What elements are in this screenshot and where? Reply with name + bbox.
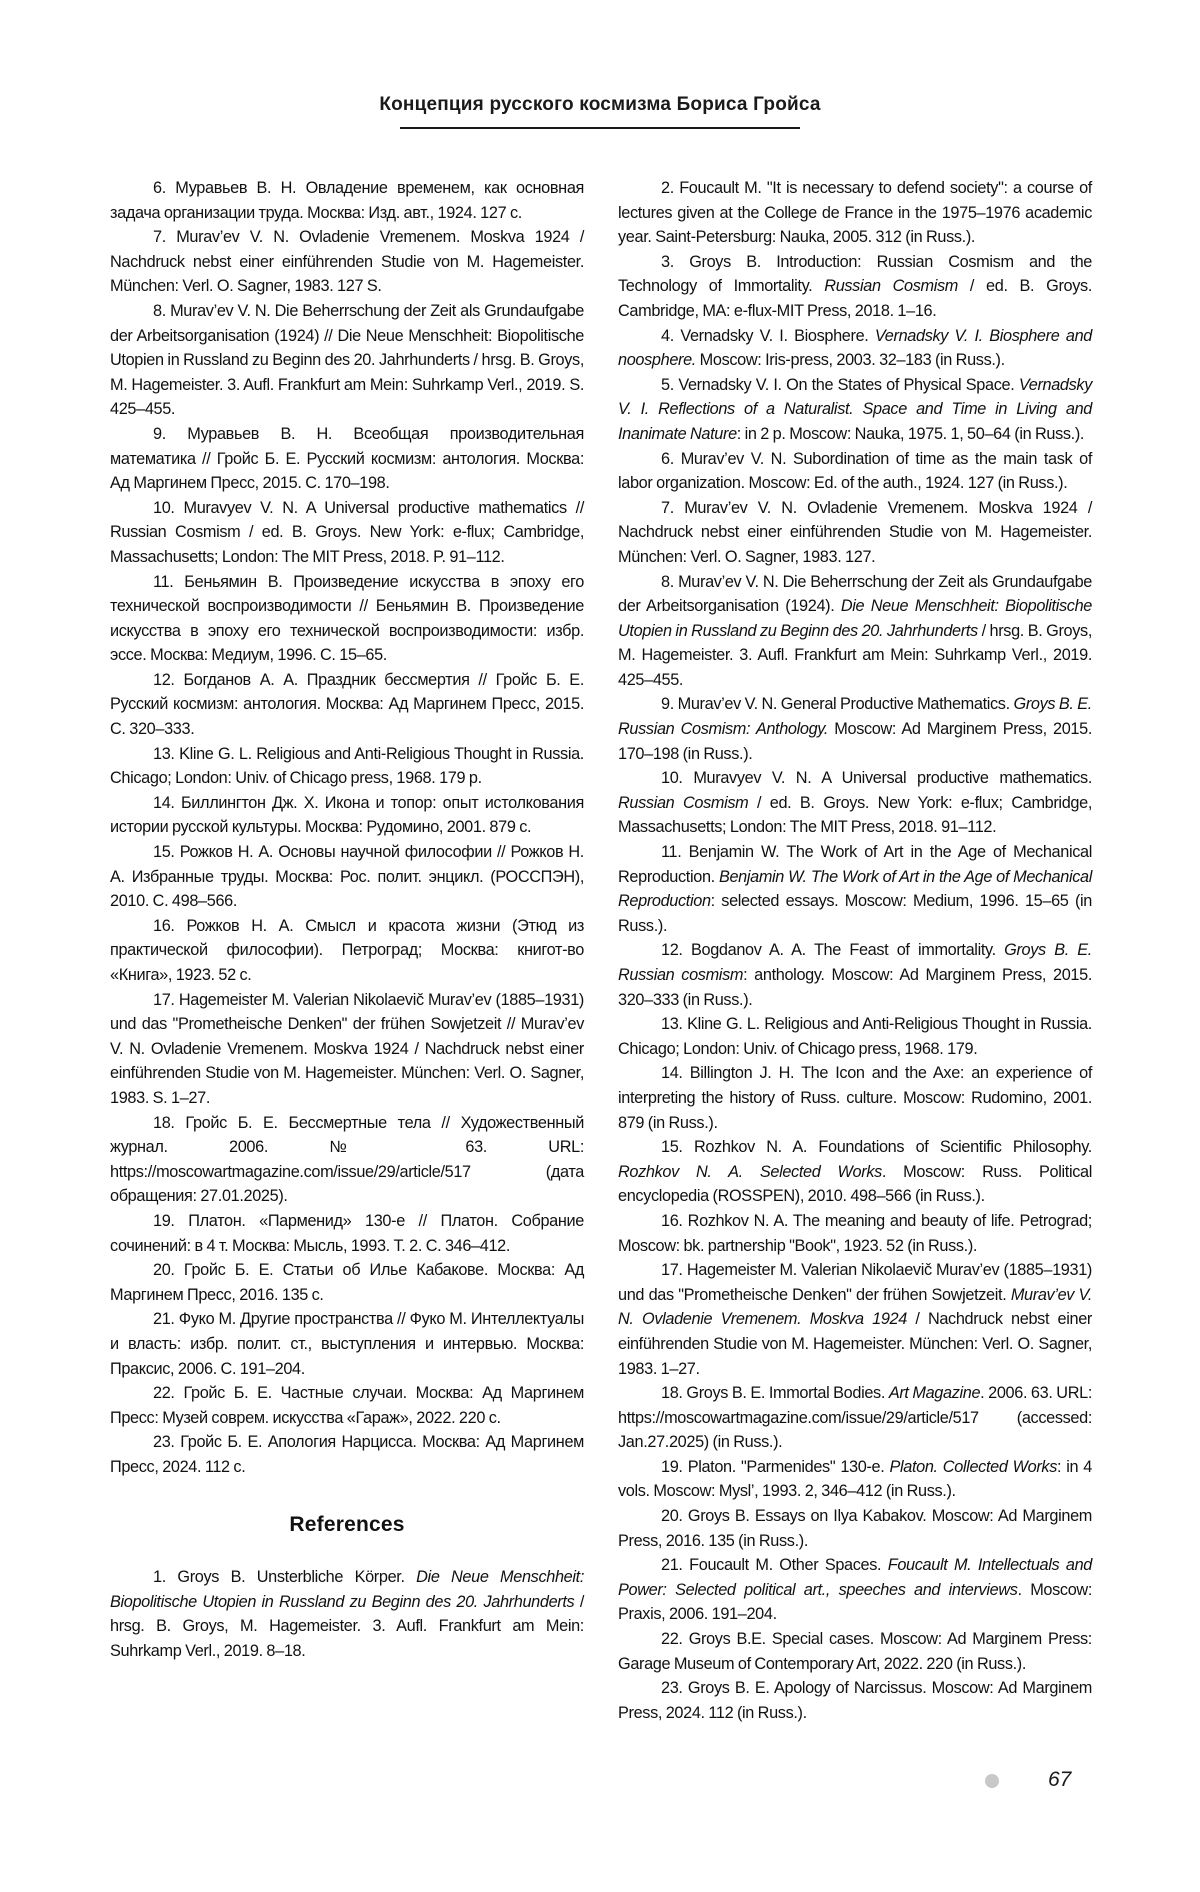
running-header-title: Концепция русского космизма Бориса Гройса: [379, 94, 821, 115]
reference-item: 14. Billington J. H. The Icon and the Axe: an experience of interpreting the history of Russ. culture. Moscow: Rudomino, 2001. 879 (in Russ.).: [618, 1064, 1092, 1132]
reference-item: 12. Bogdanov A. A. The Feast of immortality. Groys B. E. Russian cosmism: anthology. Moscow: Ad Marginem Press, 2015. 320–333 (in Russ.).: [618, 941, 1092, 1009]
reference-item: 9. Муравьев В. Н. Всеобщая производительная математика // Гройс Б. Е. Русский космизм: антология. Москва: Ад Маргинем Пресс, 2015. С. 170–198.: [110, 424, 584, 493]
reference-item: 21. Фуко М. Другие пространства // Фуко М. Интеллектуалы и власть: избр. полит. ст., выступления и интервью. Москва: Праксис, 2006. С. 191–204.: [110, 1310, 584, 1378]
reference-item: 10. Muravyev V. N. A Universal productive mathematics. Russian Cosmism / ed. B. Groys. New York: e-flux; Cambridge, Massachusetts; London: The MIT Press, 2018. 91–112.: [618, 769, 1092, 837]
reference-item: 14. Биллингтон Дж. Х. Икона и топор: опыт истолкования истории русской культуры. Москва: Рудомино, 2001. 879 с.: [110, 793, 584, 837]
reference-item: 2. Foucault M. "It is necessary to defend society": a course of lectures given at the College de France in the 1975–1976 academic year. Saint-Petersburg: Nauka, 2005. 312 (in Russ.).: [618, 179, 1092, 247]
reference-item: 23. Groys B. E. Apology of Narcissus. Moscow: Ad Marginem Press, 2024. 112 (in Russ.).: [618, 1679, 1092, 1722]
reference-item: 12. Богданов А. А. Праздник бессмертия // Гройс Б. Е. Русский космизм: антология. Москва: Ад Маргинем Пресс, 2015. С. 320–333.: [110, 670, 584, 739]
reference-item: 18. Гройс Б. Е. Бессмертные тела // Художественный журнал. 2006. № 63. URL: https://moscowartmagazine.com/issue/29/article/517 (дата обращения: 27.01.2025).: [110, 1113, 584, 1206]
reference-item: 17. Hagemeister M. Valerian Nikolaevič Murav’ev (1885–1931) und das "Prometheische Denken" der frühen Sowjetzeit. Murav’ev V. N. Ovladenie Vremenem. Moskva 1924 / Nachdruck nebst einer einführenden Studie von M. Hagemeister. München: Verl. O. Sagner, 1983. 1–27.: [618, 1261, 1093, 1378]
reference-item: 8. Murav’ev V. N. Die Beherrschung der Zeit als Grundaufgabe der Arbeitsorganisation (1924) // Die Neue Menschheit: Biopolitische Utopien in Russland zu Beginn des 20. Jahrhunderts / hrsg. B. Groys, M. Hagemeister. 3. Aufl. Frankfurt am Mein: Suhrkamp Verl., 2019. S. 425–455.: [110, 301, 584, 419]
reference-item: 19. Платон. «Парменид» 130-е // Платон. Собрание сочинений: в 4 т. Москва: Мысль, 1993. Т. 2. С. 346–412.: [110, 1211, 584, 1255]
reference-item: 17. Hagemeister M. Valerian Nikolaevič Murav’ev (1885–1931) und das "Prometheische Denken" der frühen Sowjetzeit // Murav’ev V. N. Ovladenie Vremenem. Moskva 1924 / Nachdruck nebst einer einführenden Studie von M. Hagemeister. München: Verl. O. Sagner, 1983. S. 1–27.: [110, 990, 584, 1107]
reference-item: 13. Kline G. L. Religious and Anti-Religious Thought in Russia. Chicago; London: Univ. of Chicago press, 1968. 179.: [618, 1015, 1092, 1058]
right-column: [618, 176, 1092, 1725]
reference-item: 16. Рожков Н. А. Смысл и красота жизни (Этюд из практической философии). Петроград; Москва: книгот-во «Книга», 1923. 52 с.: [110, 916, 584, 984]
reference-item: 13. Kline G. L. Religious and Anti-Religious Thought in Russia. Chicago; London: Univ. of Chicago press, 1968. 179 p.: [110, 744, 584, 788]
reference-item: 20. Groys B. Essays on Ilya Kabakov. Moscow: Ad Marginem Press, 2016. 135 (in Russ.).: [618, 1507, 1092, 1550]
reference-item: 20. Гройс Б. Е. Статьи об Илье Кабакове. Москва: Ад Маргинем Пресс, 2016. 135 с.: [110, 1261, 584, 1304]
reference-item: 1. Groys B. Unsterbliche Körper. Die Neue Menschheit: Biopolitische Utopien in Russland zu Beginn des 20. Jahrhunderts / hrsg. B. Groys, M. Hagemeister. 3. Aufl. Frankfurt am Mein: Suhrkamp Verl., 2019. 8–18.: [110, 1568, 584, 1660]
reference-item: 22. Гройс Б. Е. Частные случаи. Москва: Ад Маргинем Пресс: Музей соврем. искусства «Гараж», 2022. 220 с.: [110, 1384, 584, 1427]
reference-item: 5. Vernadsky V. I. On the States of Physical Space. Vernadsky V. I. Reflections of a Naturalist. Space and Time in Living and Inanimate Nature: in 2 p. Moscow: Nauka, 1975. 1, 50–64 (in Russ.).: [618, 375, 1092, 443]
reference-item: 18. Groys B. E. Immortal Bodies. Art Magazine. 2006. 63. URL: https://moscowartmagazine.com/issue/29/article/517 (accessed: Jan.27.2025) (in Russ.).: [618, 1384, 1093, 1452]
reference-item: 11. Benjamin W. The Work of Art in the Age of Mechanical Reproduction. Benjamin W. The Work of Art in the Age of Mechanical Reproduction: selected essays. Moscow: Medium, 1996. 15–65 (in Russ.).: [618, 843, 1092, 935]
header-rule: [400, 127, 800, 129]
reference-item: 9. Murav’ev V. N. General Productive Mathematics. Groys B. E. Russian Cosmism: Anthology. Moscow: Ad Marginem Press, 2015. 170–198 (in Russ.).: [618, 695, 1092, 763]
reference-item: 21. Foucault M. Other Spaces. Foucault M. Intellectuals and Power: Selected political art., speeches and interviews. Moscow: Praxis, 2006. 191–204.: [618, 1556, 1092, 1624]
reference-item: 7. Murav’ev V. N. Ovladenie Vremenem. Moskva 1924 / Nachdruck nebst einer einführenden Studie von M. Hagemeister. München: Verl. O. Sagner, 1983. 127.: [618, 498, 1092, 566]
reference-item: 10. Muravyev V. N. A Universal productive mathematics // Russian Cosmism / ed. B. Groys. New York: e-flux; Cambridge, Massachusetts; London: The MIT Press, 2018. P. 91–112.: [110, 498, 584, 566]
reference-item: 8. Murav’ev V. N. Die Beherrschung der Zeit als Grundaufgabe der Arbeitsorganisation (1924). Die Neue Menschheit: Biopolitische Utopien in Russland zu Beginn des 20. Jahrhunderts / hrsg. B. Groys, M. Hagemeister. 3. Aufl. Frankfurt am Mein: Suhrkamp Verl., 2019. 425–455.: [618, 572, 1093, 689]
reference-item: 6. Murav’ev V. N. Subordination of time as the main task of labor organization. Moscow: Ed. of the auth., 1924. 127 (in Russ.).: [618, 449, 1092, 493]
left-column: [110, 176, 584, 1663]
reference-item: 3. Groys B. Introduction: Russian Cosmism and the Technology of Immortality. Russian Cosmism / ed. B. Groys. Cambridge, MA: e-flux-MIT Press, 2018. 1–16.: [618, 252, 1093, 320]
reference-item: 6. Муравьев В. Н. Овладение временем, как основная задача организации труда. Москва: Изд. авт., 1924. 127 с.: [110, 179, 584, 222]
reference-item: 4. Vernadsky V. I. Biosphere. Vernadsky V. I. Biosphere and noosphere. Moscow: Iris-press, 2003. 32–183 (in Russ.).: [618, 326, 1092, 370]
page-number: 67: [1048, 1768, 1072, 1791]
reference-item: 22. Groys B.E. Special cases. Moscow: Ad Marginem Press: Garage Museum of Contemporary Art, 2022. 220 (in Russ.).: [618, 1630, 1092, 1673]
reference-item: 7. Murav’ev V. N. Ovladenie Vremenem. Moskva 1924 / Nachdruck nebst einer einführenden Studie von M. Hagemeister. München: Verl. O. Sagner, 1983. 127 S.: [110, 228, 584, 296]
reference-item: 19. Platon. "Parmenides" 130-e. Platon. Collected Works: in 4 vols. Moscow: Mysl’, 1993. 2, 346–412 (in Russ.).: [618, 1457, 1093, 1501]
reference-item: 11. Беньямин В. Произведение искусства в эпоху его технической воспроизводимости // Беньямин В. Произведение искусства в эпоху его технической воспроизводимости: избр. эссе. Москва: Медиум, 1996. С. 15–65.: [110, 572, 584, 665]
reference-item: 16. Rozhkov N. A. The meaning and beauty of life. Petrograd; Moscow: bk. partnership "Book", 1923. 52 (in Russ.).: [618, 1211, 1092, 1255]
reference-item: 23. Гройс Б. Е. Апология Нарцисса. Москва: Ад Маргинем Пресс, 2024. 112 с.: [110, 1433, 584, 1476]
references-heading: References: [289, 1513, 405, 1537]
reference-item: 15. Рожков Н. А. Основы научной философии // Рожков Н. А. Избранные труды. Москва: Рос. полит. энцикл. (РОССПЭН), 2010. С. 498–566.: [110, 843, 584, 911]
reference-item: 15. Rozhkov N. A. Foundations of Scientific Philosophy. Rozhkov N. A. Selected Works. Moscow: Russ. Political encyclopedia (ROSSPEN), 2010. 498–566 (in Russ.).: [618, 1138, 1092, 1206]
page-marker-dot: [985, 1774, 999, 1788]
